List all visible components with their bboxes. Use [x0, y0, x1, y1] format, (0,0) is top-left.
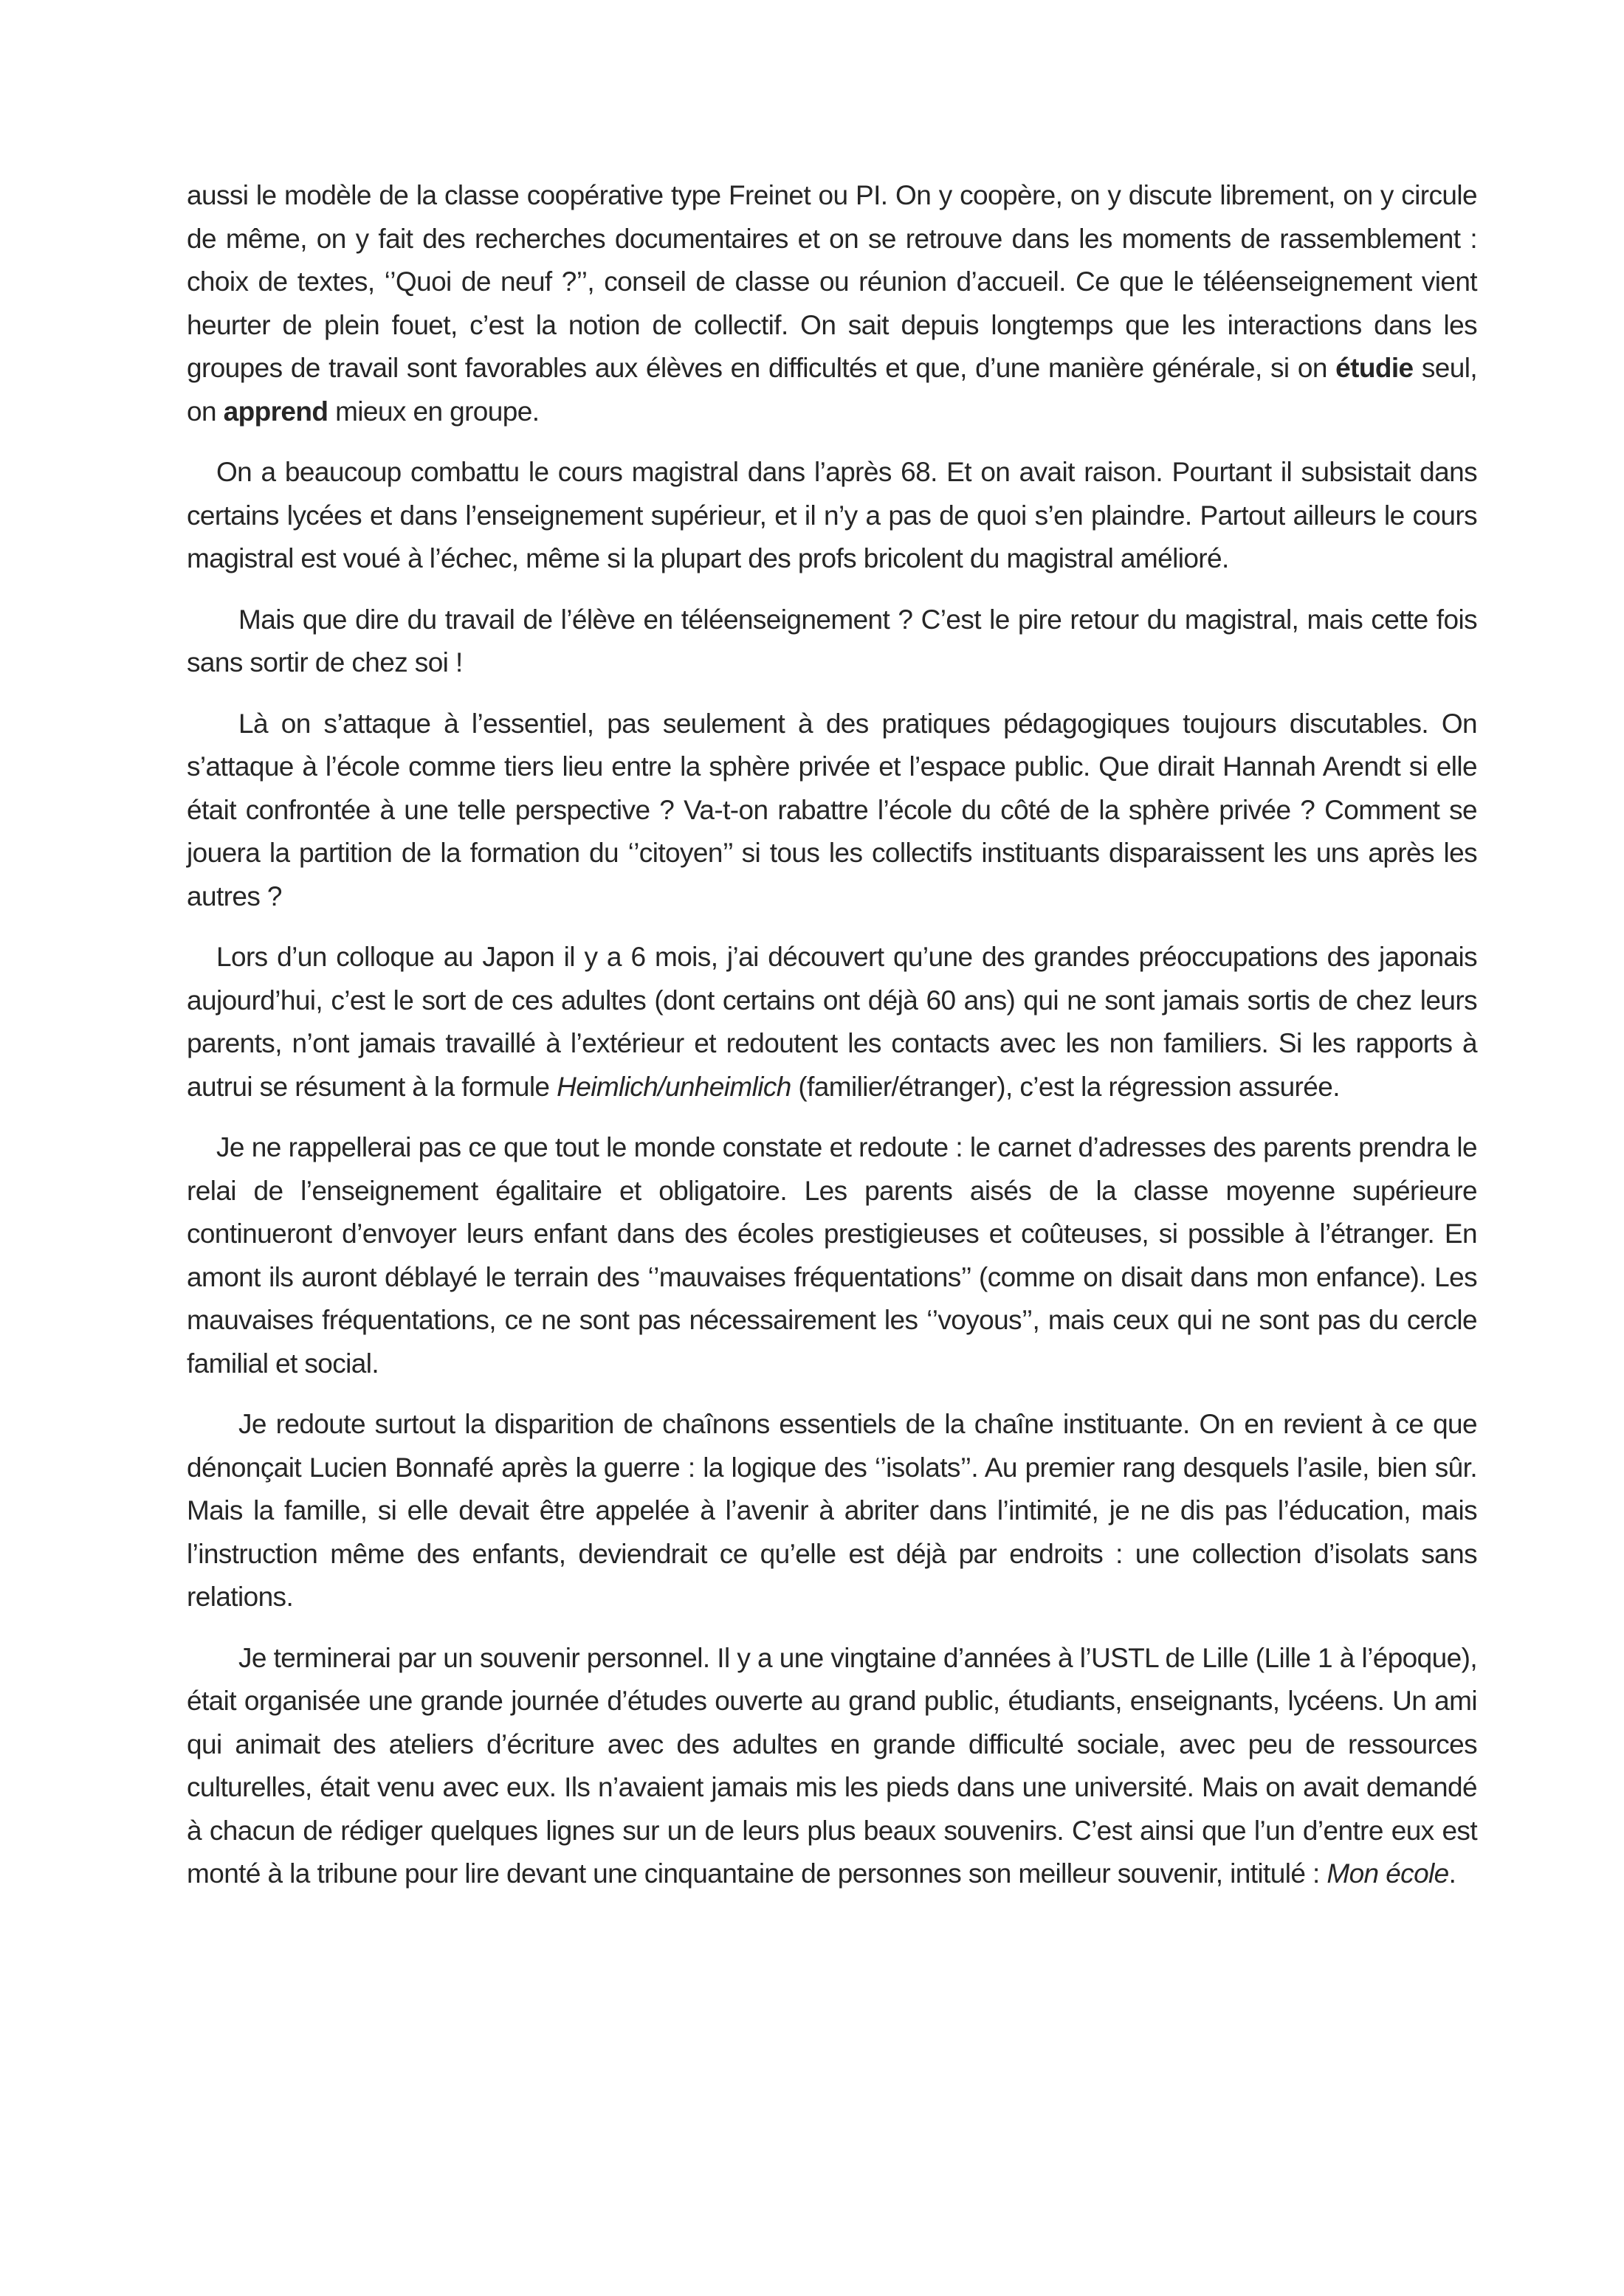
text-segment: Mais que dire du travail de l’élève en téléenseignement ? C’est le pire retour du magistral, mais cette fois sans sortir de chez soi !	[187, 604, 1477, 678]
text-segment: (familier/étranger), c’est la régression assurée.	[791, 1071, 1340, 1102]
body-text	[187, 174, 1477, 1914]
text-segment: Je terminerai par un souvenir personnel. Il y a une vingtaine d’années à l’USTL de Lille (Lille 1 à l’époque), était organisée une grande journée d’études ouverte au grand public, étudiants, enseignants, lycéens. Un ami qui animait des ateliers d’écriture avec des adultes en grande difficulté sociale, avec peu de ressources culturelles, était venu avec eux. Ils n’avaient jamais mis les pieds dans une université. Mais on avait demandé à chacun de rédiger quelques lignes sur un de leurs plus beaux souvenirs. C’est ainsi que l’un d’entre eux est monté à la tribune pour lire devant une cinquantaine de personnes son meilleur souvenir, intitulé :	[187, 1642, 1477, 1889]
paragraph-tiers-lieu	[187, 703, 1477, 919]
bold-term-etudie: étudie	[1335, 353, 1414, 383]
text-segment: Là on s’attaque à l’essentiel, pas seulement à des pratiques pédagogiques toujours discutables. On s’attaque à l’école comme tiers lieu entre la sphère privée et l’espace public. Que dirait Hannah Arendt si elle était confrontée à une telle perspective ? Va-t-on rabattre l’école du côté de la sphère privée ? Comment se jouera la partition de la formation du ‘’citoyen’’ si tous les collectifs instituants disparaissent les uns après les autres ?	[187, 708, 1477, 911]
bold-term-apprend: apprend	[223, 396, 328, 427]
text-segment: seul, on	[187, 353, 1477, 427]
text-segment: aussi le modèle de la classe coopérative type Freinet ou PI. On y coopère, on y discute librement, on y circule de même, on y fait des recherches documentaires et on se retrouve dans les moments de rassemblement : choix de textes, ‘’Quoi de neuf ?’’, conseil de classe ou réunion d’accueil. Ce que le téléenseignement vient heurter de plein fouet, c’est la notion de collectif. On sait depuis longtemps que les interactions dans les groupes de travail sont favorables aux élèves en difficultés et que, d’une manière générale, si on	[187, 180, 1477, 383]
paragraph-cooperative-class	[187, 174, 1477, 433]
italic-title-mon-ecole: Mon école	[1327, 1858, 1449, 1889]
paragraph-cours-magistral	[187, 451, 1477, 581]
italic-term-heimlich: Heimlich/unheimlich	[557, 1071, 791, 1102]
text-segment: Je ne rappellerai pas ce que tout le monde constate et redoute : le carnet d’adresses des parents prendra le relai de l’enseignement égalitaire et obligatoire. Les parents aisés de la classe moyenne supérieure continueront d’envoyer leurs enfant dans des écoles prestigieuses et coûteuses, si possible à l’étranger. En amont ils auront déblayé le terrain des ‘’mauvaises fréquentations’’ (comme on disait dans mon enfance). Les mauvaises fréquentations, ce ne sont pas nécessairement les ‘’voyous’’, mais ceux qui ne sont pas du cercle familial et social.	[187, 1132, 1477, 1379]
paragraph-carnet-adresses	[187, 1126, 1477, 1385]
paragraph-isolats	[187, 1403, 1477, 1619]
paragraph-souvenir-personnel	[187, 1637, 1477, 1896]
text-segment: Lors d’un colloque au Japon il y a 6 mois, j’ai découvert qu’une des grandes préoccupations des japonais aujourd’hui, c’est le sort de ces adultes (dont certains ont déjà 60 ans) qui ne sont jamais sortis de chez leurs parents, n’ont jamais travaillé à l’extérieur et redoutent les contacts avec les non familiers. Si les rapports à autrui se résument à la formule	[187, 942, 1477, 1102]
text-segment: Je redoute surtout la disparition de chaînons essentiels de la chaîne instituante. On en revient à ce que dénonçait Lucien Bonnafé après la guerre : la logique des ‘’isolats’’. Au premier rang desquels l’asile, bien sûr. Mais la famille, si elle devait être appelée à l’avenir à abriter dans l’intimité, je ne dis pas l’éducation, mais l’instruction même des enfants, deviendrait ce qu’elle est déjà par endroits : une collection d’isolats sans relations.	[187, 1409, 1477, 1612]
paragraph-japon	[187, 936, 1477, 1109]
paragraph-teleenseignement	[187, 599, 1477, 685]
text-segment: .	[1448, 1858, 1456, 1889]
text-segment: mieux en groupe.	[328, 396, 540, 427]
text-segment: On a beaucoup combattu le cours magistral dans l’après 68. Et on avait raison. Pourtant il subsistait dans certains lycées et dans l’enseignement supérieur, et il n’y a pas de quoi s’en plaindre. Partout ailleurs le cours magistral est voué à l’échec, même si la plupart des profs bricolent du magistral amélioré.	[187, 457, 1477, 573]
